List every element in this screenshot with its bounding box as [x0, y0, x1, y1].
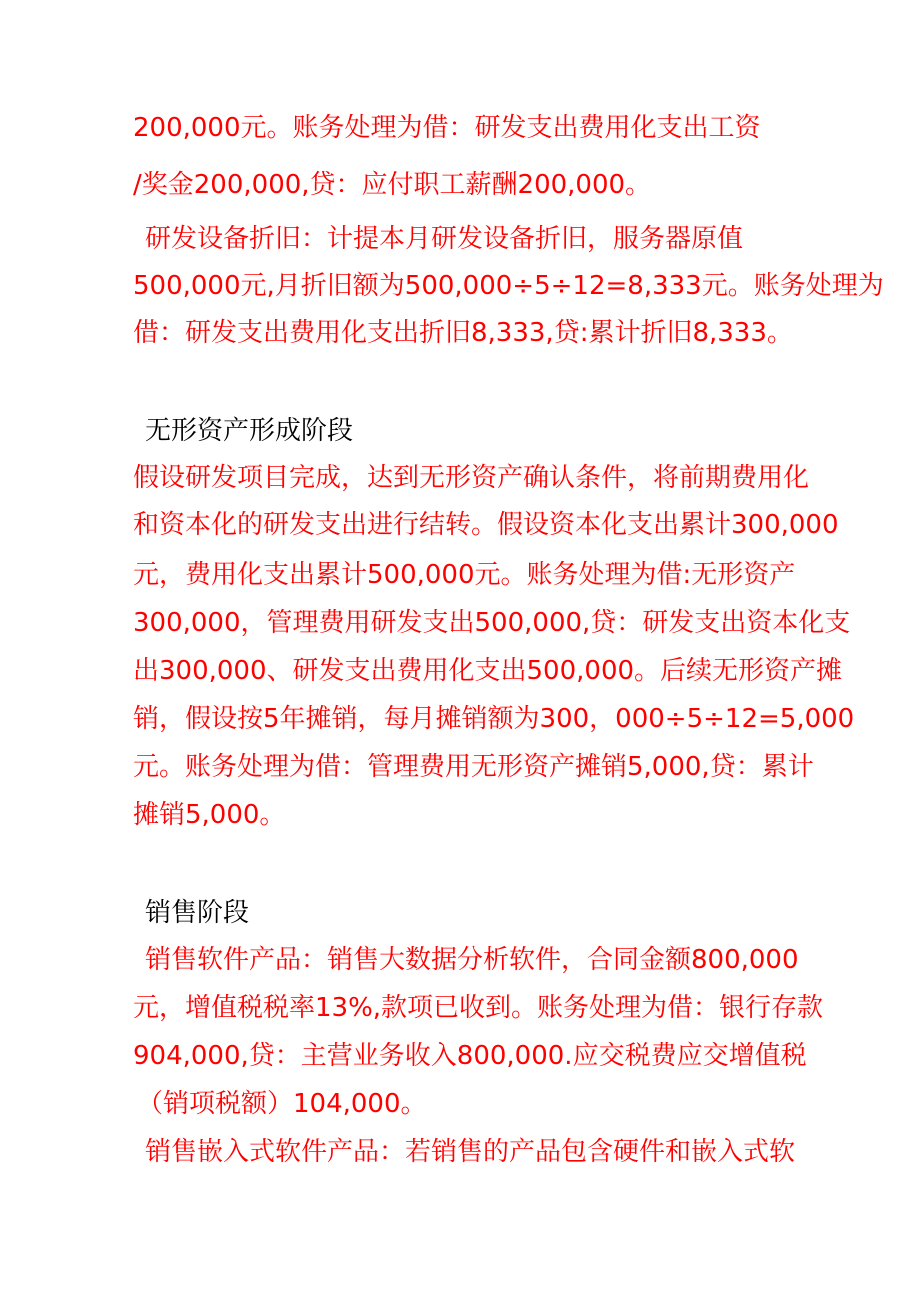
text-line: 500,000元,月折旧额为500,000÷5÷12=8,333元。账务处理为	[133, 271, 884, 301]
text-line: 元，增值税税率13%,款项已收到。账务处理为借：银行存款	[133, 993, 824, 1023]
text-line: 假设研发项目完成，达到无形资产确认条件，将前期费用化	[133, 463, 810, 493]
section-heading: 无形资产形成阶段	[145, 416, 354, 446]
text-line: 销售嵌入式软件产品：若销售的产品包含硬件和嵌入式软	[145, 1137, 796, 1167]
text-line: 200,000元。账务处理为借：研发支出费用化支出工资	[133, 113, 761, 143]
text-line: 和资本化的研发支出进行结转。假设资本化支出累计300,000	[133, 510, 839, 540]
text-line: 研发设备折旧：计提本月研发设备折旧，服务器原值	[145, 224, 744, 254]
section-heading: 销售阶段	[145, 898, 250, 928]
text-line: 元，费用化支出累计500,000元。账务处理为借:无形资产	[133, 560, 796, 590]
text-line: 元。账务处理为借：管理费用无形资产摊销5,000,贷：累计	[133, 752, 814, 782]
text-line: 摊销5,000。	[133, 800, 286, 830]
text-line: 借：研发支出费用化支出折旧8,333,贷:累计折旧8,333。	[133, 318, 793, 348]
text-line: 销，假设按5年摊销，每月摊销额为300，000÷5÷12=5,000	[133, 704, 855, 734]
text-line: 销售软件产品：销售大数据分析软件，合同金额800,000	[145, 945, 799, 975]
text-line: 300,000，管理费用研发支出500,000,贷：研发支出资本化支	[133, 608, 851, 638]
text-line: 出300,000、研发支出费用化支出500,000。后续无形资产摊	[133, 656, 843, 686]
text-line: /奖金200,000,贷：应付职工薪酬200,000。	[133, 170, 652, 200]
text-line: （销项税额）104,000。	[137, 1089, 427, 1119]
text-line: 904,000,贷：主营业务收入800,000.应交税费应交增值税	[133, 1041, 807, 1071]
